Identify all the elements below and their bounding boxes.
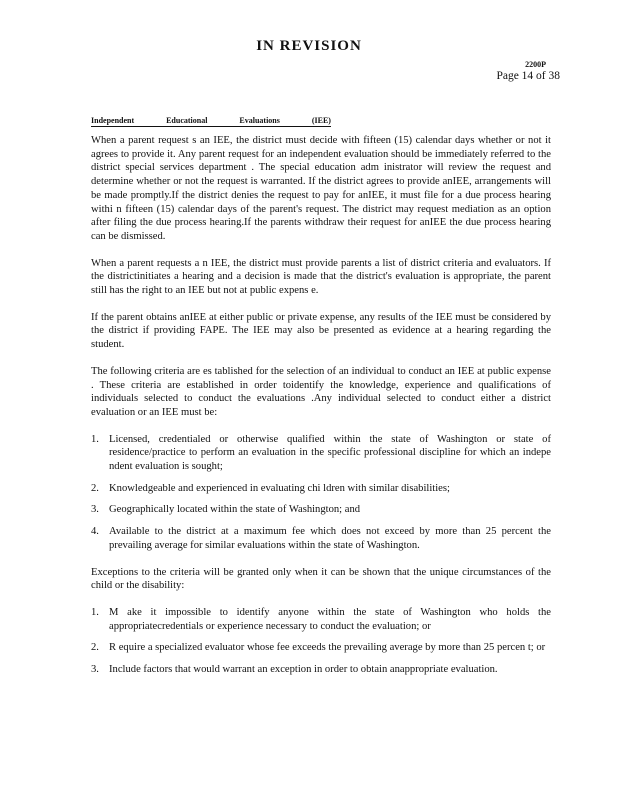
list-number: 3.: [91, 664, 99, 676]
list-item: [91, 641, 551, 655]
list-number: 4.: [91, 526, 99, 538]
paragraph: When a parent request s an IEE, the district must decide with fifteen (15) calendar days whether or not it agrees to provide it. Any parent request for an independent evaluation should be immediately referred to the district special services department . The special education adm inistrator will review the request and determine whether or not the request is warranted. If the district agrees to provide anIEE, arrangements will be made promptly.If the district denies the request to pay for anIEE, it must file for a due process hearing withi n fifteen (15) calendar days of the parent's request. The district may request mediation as an option after filing the due process hearing.If the parents withdraw their request for anIEE the due process hearing can be dismissed.: [91, 135, 551, 242]
paragraph: The following criteria are es tablished for the selection of an individual to conduct an IEE at public expense . These criteria are established in order toidentify the knowledge, experience and qualifications of individuals selected to conduct the evaluations .Any individual selected to conduct either a district evaluation or an IEE must be:: [91, 365, 551, 418]
list-text: M ake it impossible to identify anyone within the state of Washington who holds the appropriatecredentials or experience necessary to conduct the evaluation; or: [109, 606, 551, 632]
list-text: Knowledgeable and experienced in evaluating chi ldren with similar disabilities;: [109, 482, 450, 494]
list-text: R equire a specialized evaluator whose fee exceeds the prevailing average by more than 25 percen t; or: [109, 642, 546, 654]
list-item: [91, 525, 551, 552]
exceptions-intro: Exceptions to the criteria will be granted only when it can be shown that the unique circumstances of the child or the disability:: [91, 566, 551, 592]
list-text: Include factors that would warrant an exception in order to obtain anappropriate evaluation.: [109, 664, 498, 676]
list-item: [91, 503, 551, 517]
paragraph: When a parent requests a n IEE, the district must provide parents a list of district criteria and evaluators. If the districtinitiates a hearing and a decision is made that the district's evaluation is appropriate, the parent still has the right to an IEE but not at public expens e.: [91, 257, 551, 297]
list-item: [91, 433, 551, 474]
section-heading-word: Independent: [91, 116, 135, 125]
document-code: 2200P: [525, 60, 546, 69]
list-number: 1.: [91, 606, 99, 618]
paragraph: If the parent obtains anIEE at either public or private expense, any results of the IEE must be considered by the district if providing FAPE. The IEE may also be presented as evidence at a hearing regarding the student.: [91, 311, 551, 351]
list-number: 2.: [91, 642, 99, 654]
page-number: Page 14 of 38: [496, 70, 560, 82]
list-item: [91, 663, 551, 677]
list-text: Available to the district at a maximum fee which does not exceed by more than 25 percent the prevailing average for similar evaluations within the state of Washington.: [109, 526, 551, 551]
list-item: [91, 606, 551, 633]
page-title: IN REVISION: [256, 38, 362, 54]
list-number: 2.: [91, 482, 99, 494]
list-text: Licensed, credentialed or otherwise qualified within the state of Washington or state of residence/practice to perform an evaluation in the specific professional discipline for which an indepe ndent evaluation is sought;: [109, 433, 551, 473]
section-heading-word: (IEE): [311, 116, 331, 125]
section-heading: [91, 116, 331, 127]
section-heading-word: Educational: [166, 116, 208, 125]
document-body: [91, 134, 551, 690]
criteria-list: [91, 433, 551, 553]
exceptions-list: [91, 606, 551, 677]
list-item: [91, 482, 551, 496]
list-number: 3.: [91, 504, 99, 516]
list-number: 1.: [91, 433, 99, 445]
list-text: Geographically located within the state of Washington; and: [109, 504, 361, 516]
section-heading-word: Evaluations: [239, 116, 280, 125]
